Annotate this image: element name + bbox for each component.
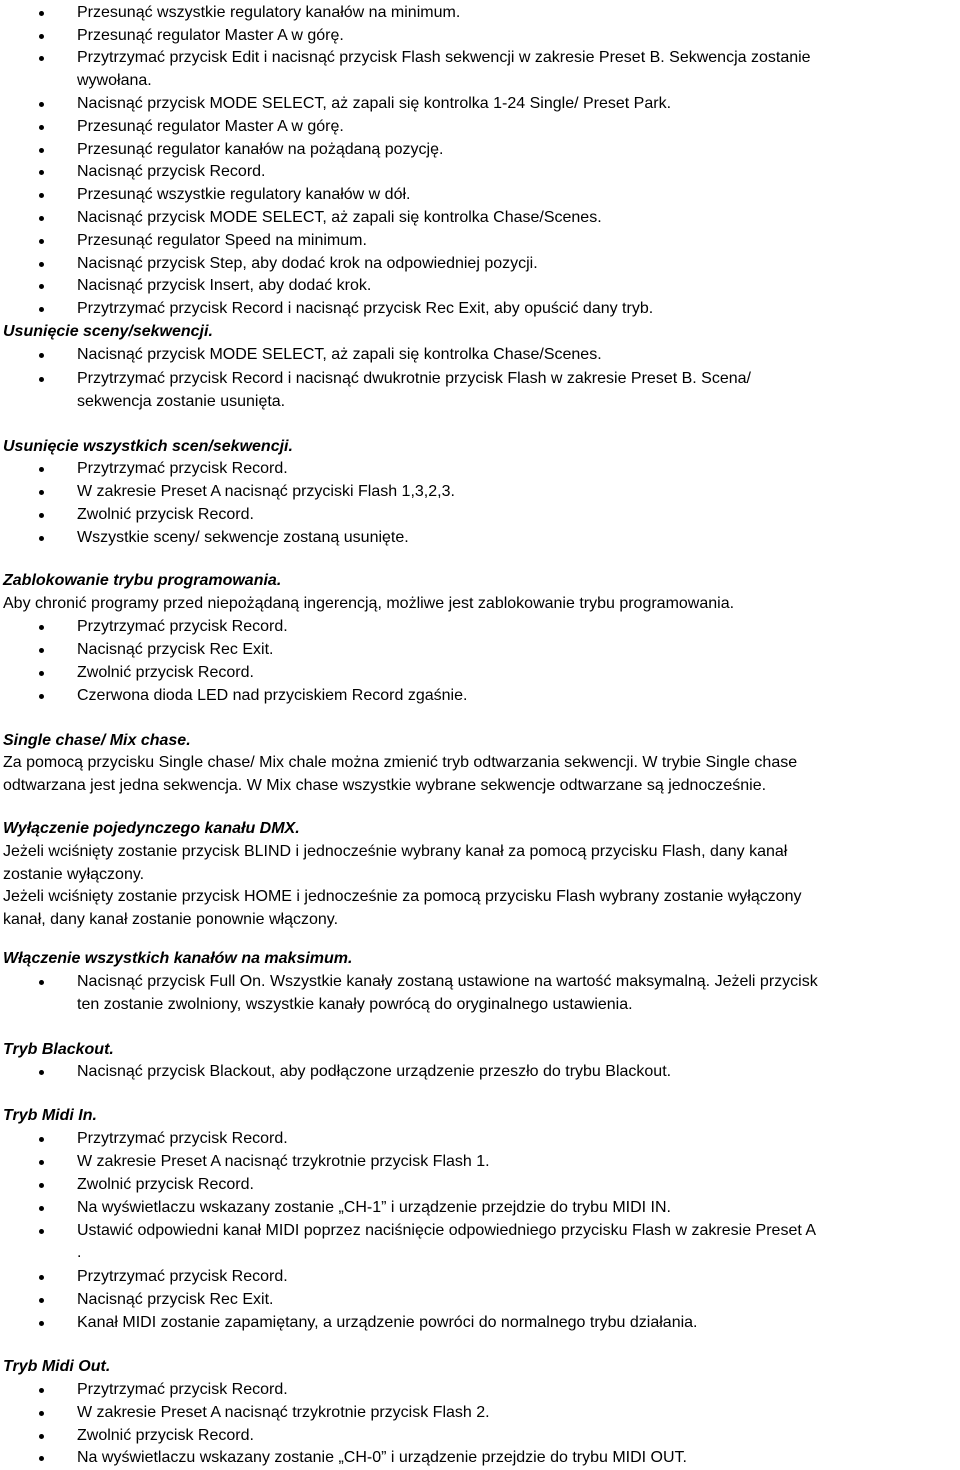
bullet-icon	[39, 1183, 44, 1188]
list-item-text: Nacisnąć przycisk Rec Exit.	[77, 641, 274, 658]
list-item-text: Przesunąć wszystkie regulatory kanałów w dół.	[77, 186, 411, 203]
bullet-icon	[39, 102, 44, 107]
bullet-icon	[39, 377, 44, 382]
list-item-text: W zakresie Preset A nacisnąć trzykrotnie przycisk Flash 2.	[77, 1404, 490, 1421]
bullet-icon	[39, 1411, 44, 1416]
list-item-text: .	[77, 1244, 82, 1261]
bullet-icon	[39, 34, 44, 39]
list-item-text: Na wyświetlaczu wskazany zostanie „CH-1” i urządzenie przejdzie do trybu MIDI IN.	[77, 1199, 671, 1216]
section-heading: Usunięcie wszystkich scen/sekwencji.	[3, 438, 293, 455]
bullet-icon	[39, 1321, 44, 1326]
list-item-text: Nacisnąć przycisk Step, aby dodać krok na odpowiedniej pozycji.	[77, 255, 538, 272]
list-item-text: Zwolnić przycisk Record.	[77, 1427, 254, 1444]
list-item-text: Przytrzymać przycisk Edit i nacisnąć przycisk Flash sekwencji w zakresie Preset B. Sekwencja zostanie	[77, 49, 811, 66]
paragraph-line: Za pomocą przycisku Single chase/ Mix chale można zmienić tryb odtwarzania sekwencji. W trybie Single chase	[3, 754, 798, 771]
list-item-text: Wszystkie sceny/ sekwencje zostaną usunięte.	[77, 529, 409, 546]
bullet-icon	[39, 170, 44, 175]
bullet-icon	[39, 467, 44, 472]
list-item-text: Nacisnąć przycisk MODE SELECT, aż zapali się kontrolka Chase/Scenes.	[77, 209, 602, 226]
bullet-icon	[39, 1070, 44, 1075]
bullet-icon	[39, 11, 44, 16]
bullet-icon	[39, 694, 44, 699]
paragraph-line: Aby chronić programy przed niepożądaną ingerencją, możliwe jest zablokowanie trybu programowania.	[3, 595, 735, 612]
list-item-text: Przesunąć regulator Master A w górę.	[77, 118, 344, 135]
list-item-text: Na wyświetlaczu wskazany zostanie „CH-0” i urządzenie przejdzie do trybu MIDI OUT.	[77, 1449, 687, 1466]
section-heading: Usunięcie sceny/sekwencji.	[3, 323, 213, 340]
list-item-text: Przesunąć regulator Speed na minimum.	[77, 232, 367, 249]
bullet-icon	[39, 1275, 44, 1280]
paragraph-line: odtwarzana jest jedna sekwencja. W Mix chase wszystkie wybrane sekwencje odtwarzane są jednocześnie.	[3, 777, 767, 794]
list-item-text: Zwolnić przycisk Record.	[77, 1176, 254, 1193]
list-item-text: Zwolnić przycisk Record.	[77, 506, 254, 523]
list-item-text: W zakresie Preset A nacisnąć przyciski Flash 1,3,2,3.	[77, 483, 455, 500]
section-heading: Wyłączenie pojedynczego kanału DMX.	[3, 820, 300, 837]
bullet-icon	[39, 1388, 44, 1393]
bullet-icon	[39, 148, 44, 153]
list-item-text: Przytrzymać przycisk Record.	[77, 1130, 288, 1147]
list-item-text: Nacisnąć przycisk Full On. Wszystkie kanały zostaną ustawione na wartość maksymalną. Jeżeli przycisk	[77, 973, 818, 990]
list-item-text: sekwencja zostanie usunięta.	[77, 393, 286, 410]
list-item-text: Przytrzymać przycisk Record.	[77, 618, 288, 635]
list-item-text: Zwolnić przycisk Record.	[77, 664, 254, 681]
section-heading: Zablokowanie trybu programowania.	[3, 572, 282, 589]
bullet-icon	[39, 239, 44, 244]
paragraph-line: Jeżeli wciśnięty zostanie przycisk BLIND i jednocześnie wybrany kanał za pomocą przycisku Flash, dany kanał	[3, 843, 788, 860]
list-item-text: Ustawić odpowiedni kanał MIDI poprzez naciśnięcie odpowiedniego przycisku Flash w zakresie Preset A	[77, 1222, 817, 1239]
bullet-icon	[39, 536, 44, 541]
bullet-icon	[39, 648, 44, 653]
bullet-icon	[39, 1229, 44, 1234]
list-item-text: Nacisnąć przycisk MODE SELECT, aż zapali się kontrolka 1-24 Single/ Preset Park.	[77, 95, 672, 112]
list-item-text: Przesunąć regulator kanałów na pożądaną pozycję.	[77, 141, 444, 158]
bullet-icon	[39, 216, 44, 221]
paragraph-line: Jeżeli wciśnięty zostanie przycisk HOME i jednocześnie za pomocą przycisku Flash wybrany zostanie wyłączony	[3, 888, 802, 905]
list-item-text: Przesunąć regulator Master A w górę.	[77, 27, 344, 44]
bullet-icon	[39, 1206, 44, 1211]
list-item-text: W zakresie Preset A nacisnąć trzykrotnie przycisk Flash 1.	[77, 1153, 490, 1170]
bullet-icon	[39, 1434, 44, 1439]
bullet-icon	[39, 193, 44, 198]
bullet-icon	[39, 1456, 44, 1461]
bullet-icon	[39, 513, 44, 518]
bullet-icon	[39, 262, 44, 267]
list-item-text: wywołana.	[77, 72, 152, 89]
list-item-text: Nacisnąć przycisk Record.	[77, 163, 266, 180]
bullet-icon	[39, 353, 44, 358]
list-item-text: Przytrzymać przycisk Record.	[77, 1381, 288, 1398]
list-item-text: ten zostanie zwolniony, wszystkie kanały powrócą do oryginalnego ustawienia.	[77, 996, 633, 1013]
list-item-text: Przytrzymać przycisk Record i nacisnąć dwukrotnie przycisk Flash w zakresie Preset B. Scena/	[77, 370, 751, 387]
bullet-icon	[39, 1298, 44, 1303]
bullet-icon	[39, 1137, 44, 1142]
section-heading: Tryb Blackout.	[3, 1041, 114, 1058]
section-heading: Single chase/ Mix chase.	[3, 732, 191, 749]
list-item-text: Czerwona dioda LED nad przyciskiem Record zgaśnie.	[77, 687, 468, 704]
list-item-text: Nacisnąć przycisk Insert, aby dodać krok.	[77, 277, 372, 294]
list-item-text: Nacisnąć przycisk Blackout, aby podłączone urządzenie przeszło do trybu Blackout.	[77, 1063, 672, 1080]
list-item-text: Przytrzymać przycisk Record.	[77, 460, 288, 477]
list-item-text: Przytrzymać przycisk Record.	[77, 1268, 288, 1285]
bullet-icon	[39, 671, 44, 676]
paragraph-line: kanał, dany kanał zostanie ponownie włączony.	[3, 911, 339, 928]
bullet-icon	[39, 625, 44, 630]
list-item-text: Przytrzymać przycisk Record i nacisnąć przycisk Rec Exit, aby opuścić dany tryb.	[77, 300, 654, 317]
paragraph-line: zostanie wyłączony.	[3, 866, 145, 883]
bullet-icon	[39, 56, 44, 61]
list-item-text: Kanał MIDI zostanie zapamiętany, a urządzenie powróci do normalnego trybu działania.	[77, 1314, 698, 1331]
list-item-text: Nacisnąć przycisk Rec Exit.	[77, 1291, 274, 1308]
section-heading: Tryb Midi Out.	[3, 1358, 111, 1375]
list-item-text: Przesunąć wszystkie regulatory kanałów na minimum.	[77, 4, 461, 21]
section-heading: Włączenie wszystkich kanałów na maksimum.	[3, 950, 353, 967]
section-heading: Tryb Midi In.	[3, 1107, 97, 1124]
bullet-icon	[39, 307, 44, 312]
list-item-text: Nacisnąć przycisk MODE SELECT, aż zapali się kontrolka Chase/Scenes.	[77, 346, 602, 363]
bullet-icon	[39, 490, 44, 495]
bullet-icon	[39, 980, 44, 985]
bullet-icon	[39, 284, 44, 289]
bullet-icon	[39, 1160, 44, 1165]
bullet-icon	[39, 125, 44, 130]
